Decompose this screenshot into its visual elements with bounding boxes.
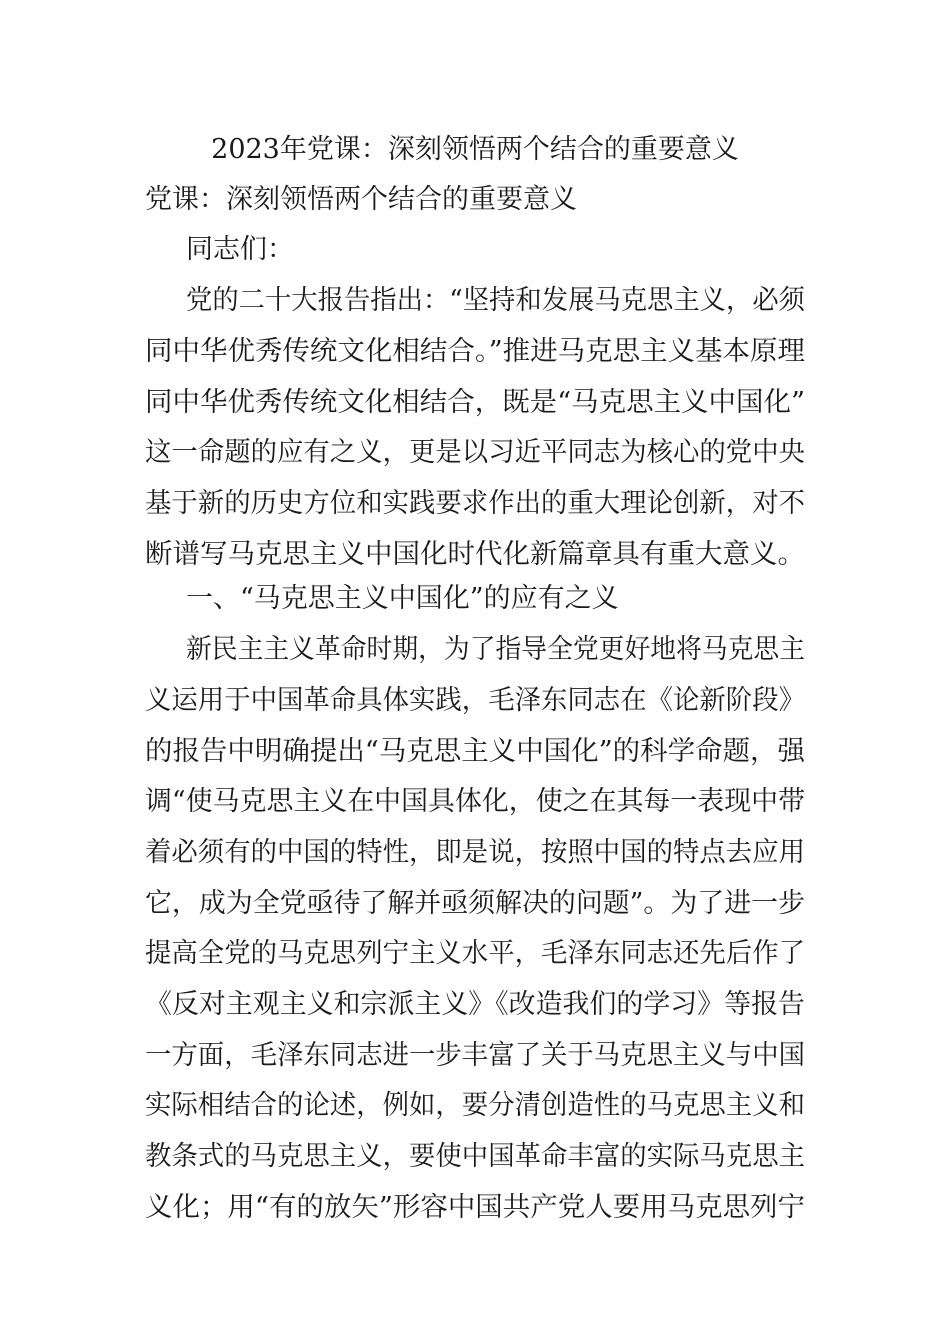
paragraph2-line: 《反对主观主义和宗派主义》《改造我们的学习》等报告 [145, 989, 805, 1020]
section1-heading: 一、“马克思主义中国化”的应有之义 [186, 583, 619, 614]
paragraph2-line: 它，成为全党亟待了解并亟须解决的问题”。为了进一步 [145, 888, 805, 919]
salutation: 同志们： [186, 234, 294, 265]
paragraph2-line: 义化；用“有的放矢”形容中国共产党人要用马克思列宁 [145, 1192, 805, 1223]
paragraph1-line: 同中华优秀传统文化相结合，既是“马克思主义中国化” [145, 387, 805, 418]
paragraph2-line: 新民主主义革命时期，为了指导全党更好地将马克思主 [186, 634, 805, 665]
paragraph1-line: 党的二十大报告指出：“坚持和发展马克思主义，必须 [186, 285, 805, 316]
paragraph2-line: 一方面，毛泽东同志进一步丰富了关于马克思主义与中国 [145, 1040, 805, 1071]
paragraph1-line: 这一命题的应有之义，更是以习近平同志为核心的党中央 [145, 437, 805, 468]
paragraph2-line: 提高全党的马克思列宁主义水平，毛泽东同志还先后作了 [145, 938, 805, 969]
paragraph2-line: 着必须有的中国的特性，即是说，按照中国的特点去应用 [145, 837, 805, 868]
document-subtitle: 党课：深刻领悟两个结合的重要意义 [145, 184, 577, 215]
paragraph1-line: 断谱写马克思主义中国化时代化新篇章具有重大意义。 [145, 539, 806, 570]
paragraph2-line: 的报告中明确提出“马克思主义中国化”的科学命题，强 [145, 736, 805, 767]
document-title: 2023年党课：深刻领悟两个结合的重要意义 [211, 134, 739, 165]
paragraph1-line: 同中华优秀传统文化相结合。”推进马克思主义基本原理 [145, 336, 805, 367]
paragraph2-line: 义运用于中国革命具体实践，毛泽东同志在《论新阶段》 [145, 685, 805, 716]
paragraph1-line: 基于新的历史方位和实践要求作出的重大理论创新，对不 [145, 488, 805, 519]
paragraph2-line: 教条式的马克思主义，要使中国革命丰富的实际马克思主 [145, 1141, 805, 1172]
paragraph2-line: 实际相结合的论述，例如，要分清创造性的马克思主义和 [145, 1090, 805, 1121]
paragraph2-line: 调“使马克思主义在中国具体化，使之在其每一表现中带 [145, 786, 805, 817]
